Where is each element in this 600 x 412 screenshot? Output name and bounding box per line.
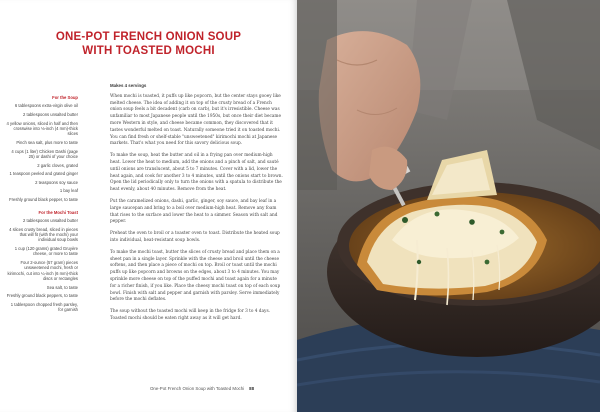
ingredient-item: 2 tablespoons unsalted butter [23, 217, 78, 223]
left-page [0, 0, 297, 412]
method-paragraph: Preheat the oven to broil or a toaster oven to toast. Distribute the heated soup into individual, heat-resistant soup bowls. [110, 231, 280, 243]
method-paragraph: To make the soup, heat the butter and oil in a frying pan over medium-high heat. Lower the heat to medium, add the onions and a pinch of salt, and sauté until onions are translucent, about 5 to 7 minutes. Cover with a lid, lower the heat again, and cook for another 3 to 4 minutes, until the onions start to brown. Open the lid periodically only to turn the onions with a spatula to distribute the heat evenly, about 40 minutes. Remove from the heat. [110, 153, 283, 193]
ingredient-item: 1 tablespoon chopped fresh parsley, for garnish [10, 301, 78, 313]
mochi-ingredients-heading: For the Mochi Toast [38, 209, 78, 215]
ingredient-item: 1 cup (120 grams) grated Gruyère cheese, or more to taste [14, 245, 78, 257]
page-number: 88 [249, 386, 255, 391]
ingredient-item: 4 slices crusty bread, sliced in pieces that will fit (with the mochi) your individual soup bowls [9, 226, 78, 243]
method-paragraph: The soup without the toasted mochi will keep in the fridge for 3 to 4 days. Toasted mochi should be eaten right away as it will get hard. [110, 309, 270, 321]
soup-ingredients-heading: For the Soup [52, 95, 78, 100]
recipe-title-line: ONE-POT FRENCH ONION SOUP [55, 31, 242, 43]
footer-title: One-Pot French Onion Soup with Toasted Mochi [150, 386, 245, 391]
yield-label: Makes 4 servings [110, 83, 147, 88]
ingredient-item: Freshly ground black peppers, to taste [6, 293, 78, 299]
ingredient-item: 6 tablespoons extra-virgin olive oil [14, 103, 78, 109]
ingredient-item: 1 bay leaf [59, 188, 78, 194]
ingredient-item: 2 tablespoons unsalted butter [23, 112, 78, 117]
ingredient-item: Freshly ground black pepper, to taste [9, 196, 78, 202]
method-column [110, 83, 284, 328]
ingredient-item: 4 yellow onions, sliced in half and then crosswise into ⅛-inch (4 mm)-thick slices [6, 120, 78, 137]
ingredient-item: 1 teaspoon peeled and grated ginger [9, 171, 78, 177]
ingredient-item: Pinch sea salt, plus more to taste [16, 140, 78, 145]
method-paragraph: When mochi is toasted, it puffs up like popcorn, but the center stays gooey like melted cheese. The idea of adding it on top of the crusty bread of a French onion soup feels a bit decadent (carb on carb), but it's irresistible. Cheese was unfamiliar to most Japanese people until the 1950s, but once their diet became more Western in style, and cheese became common, they discovered that it tastes wonderful melted on toast. Naturally someone tried it on toasted mochi. You can find fresh or shelf-stable "unsweetened" kirimochi mochi at Japanese markets. That's what you need for this savory delicious soup. [110, 93, 281, 147]
right-page-photo [297, 0, 600, 412]
ingredient-item: Four 2-ounce (57 gram) pieces unsweetened mochi, fresh or kirimochi, cut into ¼-inch (6 mm)-thick discs or rectangles [7, 259, 78, 282]
recipe-title-line: WITH TOASTED MOCHI [82, 45, 215, 57]
soup-photo [297, 0, 600, 412]
ingredient-item: 4 cups (1 liter) Chicken Dashi (page 25) or dashi of your choice [11, 148, 78, 159]
ingredient-item: 2 garlic cloves, grated [37, 162, 78, 168]
method-paragraph: To make the mochi toast, butter the slices of crusty bread and place them on a sheet pan in a single layer. Sprinkle with the cheese and broil until the cheese softens, and then place a piece of mochi on top. Broil or toast until the mochi puffs up like popcorn and browns on the edges, about 3 to 4 minutes. You may sprinkle more cheese on top of the puffed mochi and toast again for a minute for a richer finish, if you like. Place the cheesy mochi toast on top of each soup bowl. Finish with salt and pepper and garnish with parsley. Serve immediately before the mochi deflates. [110, 249, 281, 303]
ingredient-item: Sea salt, to taste [46, 284, 78, 290]
method-paragraph: Put the caramelized onions, dashi, garlic, ginger, soy sauce, and bay leaf in a large saucepan and bring to a boil over medium-high heat. Remove any foam that rises to the surface and lower the heat to a simmer. Season with salt and pepper. [110, 198, 278, 225]
ingredients-column [6, 94, 78, 316]
page-footer [150, 386, 290, 391]
ingredient-item: 2 teaspoons soy sauce [35, 179, 78, 185]
recipe-title [0, 30, 297, 58]
